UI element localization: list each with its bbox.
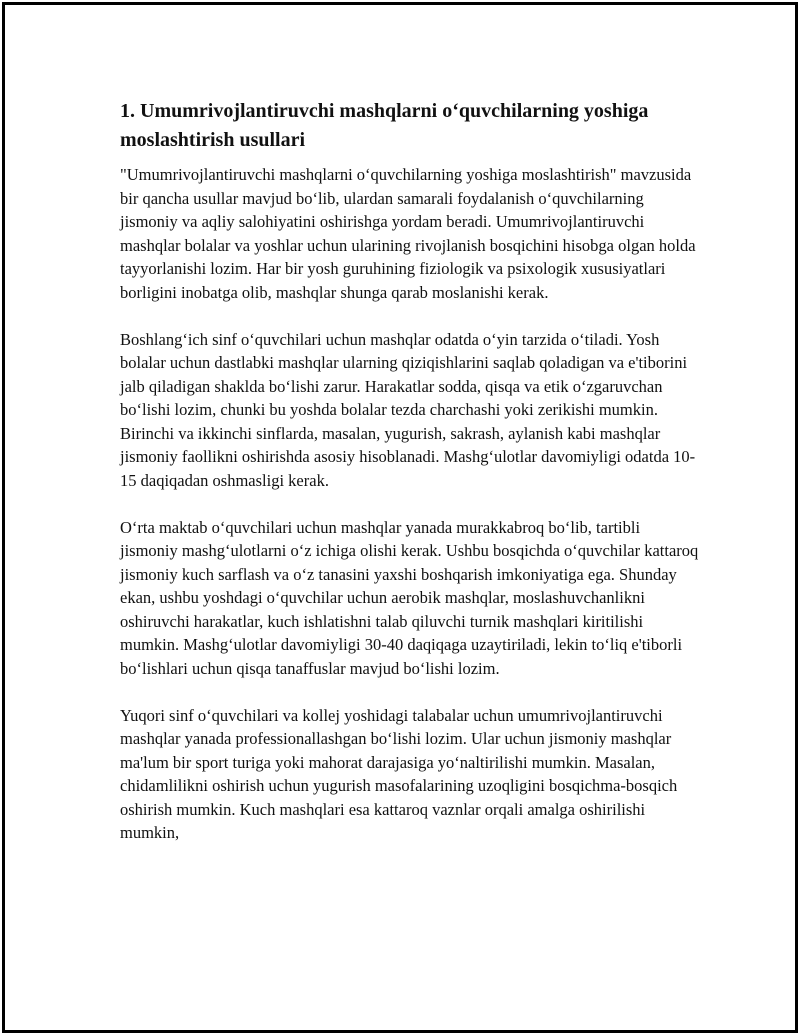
page-frame — [2, 2, 798, 1033]
paragraph-high-school: Yuqori sinf o‘quvchilari va kollej yoshidagi talabalar uchun umumrivojlantiruvchi mashqlar yanada professionallashgan bo‘lishi lozim. Ular uchun jismoniy mashqlar ma'lum bir sport turiga yoki mahorat darajasiga yo‘naltirilishi mumkin. Masalan, chidamlilikni oshirish uchun yugurish masofalarining uzoqligini bosqichma-bosqich oshirish mumkin. Kuch mashqlari esa kattaroq vaznlar orqali amalga oshirilishi mumkin, — [120, 705, 678, 842]
document-body — [120, 97, 700, 868]
paragraph-middle-school: O‘rta maktab o‘quvchilari uchun mashqlar yanada murakkabroq bo‘lib, tartibli jismoniy mashg‘ulotlarni o‘z ichiga olishi kerak. Ushbu bosqichda o‘quvchilar kattaroq jismoniy kuch sarflash va o‘z tanasini yaxshi boshqarish imkoniyatiga ega. Shunday ekan, ushbu yoshdagi o‘quvchilar uchun aerobik mashqlar, moslashuvchanlikni oshiruvchi harakatlar, kuch ishlatishni talab qiluvchi turnik mashqlari kiritilishi mumkin. Mashg‘ulotlar davomiyligi 30-40 daqiqaga uzaytiriladi, lekin to‘liq e'tiborli bo‘lishlari uchun qisqa tanaffuslar mavjud bo‘lishi lozim. — [120, 517, 699, 678]
section-heading: 1. Umumrivojlantiruvchi mashqlarni o‘quvchilarning yoshiga moslashtirish usullari — [120, 100, 649, 151]
paragraph-primary-school: Boshlang‘ich sinf o‘quvchilari uchun mashqlar odatda o‘yin tarzida o‘tiladi. Yosh bolalar uchun dastlabki mashqlar ularning qiziqishlarini saqlab qoladigan va e'tiborini jalb qiladigan shaklda bo‘lishi zarur. Harakatlar sodda, qisqa va etik o‘zgaruvchan bo‘lishi lozim, chunki bu yoshda bolalar tezda charchashi yoki zerikishi mumkin. Birinchi va ikkinchi sinflarda, masalan, yugurish, sakrash, aylanish kabi mashqlar jismoniy faollikni oshirishda asosiy hisoblanadi. Mashg‘ulotlar davomiyligi odatda 10-15 daqiqadan oshmasligi kerak. — [120, 329, 696, 490]
paragraph-intro: "Umumrivojlantiruvchi mashqlarni o‘quvchilarning yoshiga moslashtirish" mavzusida bir qancha usullar mavjud bo‘lib, ulardan samarali foydalanish o‘quvchilarning jismoniy va aqliy salohiyatini oshirishga yordam beradi. Umumrivojlantiruvchi mashqlar bolalar va yoshlar uchun ularining rivojlanish bosqichini hisobga olgan holda tayyorlanishi lozim. Har bir yosh guruhining fiziologik va psixologik xususiyatlari borligini inobatga olib, mashqlar shunga qarab moslanishi kerak. — [120, 165, 696, 302]
